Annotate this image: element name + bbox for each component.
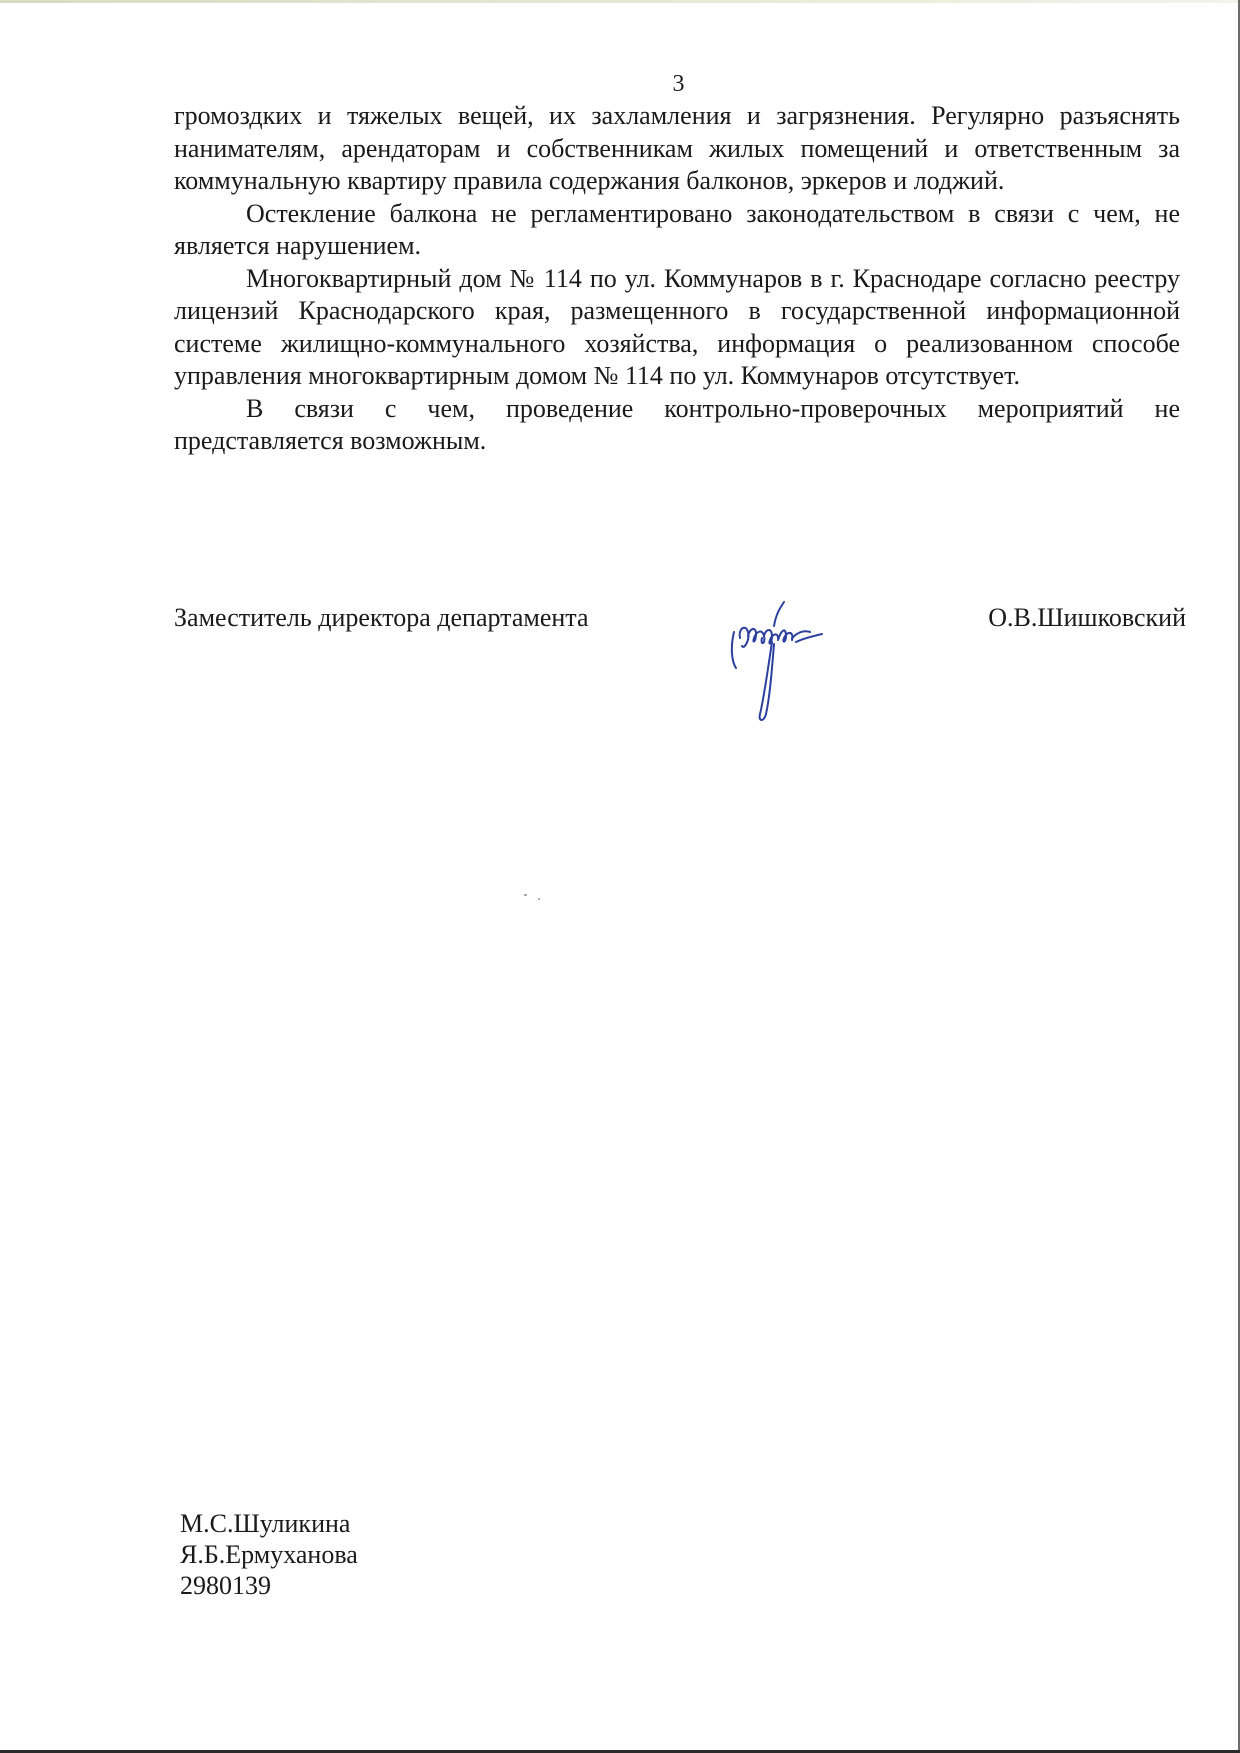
handwritten-signature — [726, 598, 846, 726]
page-number: 3 — [672, 71, 685, 97]
executor-name-1: М.С.Шуликина — [180, 1509, 351, 1538]
signatory-position: Заместитель директора департамента — [174, 603, 589, 632]
paragraph-glazing: Остекление балкона не регламентировано законодательством в связи с чем, не является нарушением. — [174, 198, 1180, 260]
executors-block — [180, 1508, 358, 1601]
executor-name-2: Я.Б.Ермуханова — [180, 1540, 358, 1569]
signature-block — [174, 602, 1186, 642]
paragraph-continuation: громоздких и тяжелых вещей, их захламления и загрязнения. Регулярно разъяснять нанимателям, арендаторам и собственникам жилых помещений и ответственным за коммунальную квартиру правила содержания балконов, эркеров и лоджий. — [174, 101, 1180, 195]
scan-speck — [524, 894, 527, 896]
letter-body — [174, 100, 1180, 458]
paragraph-license-registry: Многоквартирный дом № 114 по ул. Коммунаров в г. Краснодаре согласно реестру лицензий Краснодарского края, размещенного в государственной информационной системе жилищно-коммунального хозяйства, информация о реализованном способе управления многоквартирным домом № 114 по ул. Коммунаров отсутствует. — [174, 263, 1180, 390]
paragraph-conclusion: В связи с чем, проведение контрольно-проверочных мероприятий не представляется возможным. — [174, 393, 1180, 455]
scan-speck — [538, 898, 540, 900]
scan-edge-top — [0, 0, 1240, 3]
executor-phone: 2980139 — [180, 1571, 271, 1600]
signatory-name: О.В.Шишковский — [988, 603, 1186, 632]
